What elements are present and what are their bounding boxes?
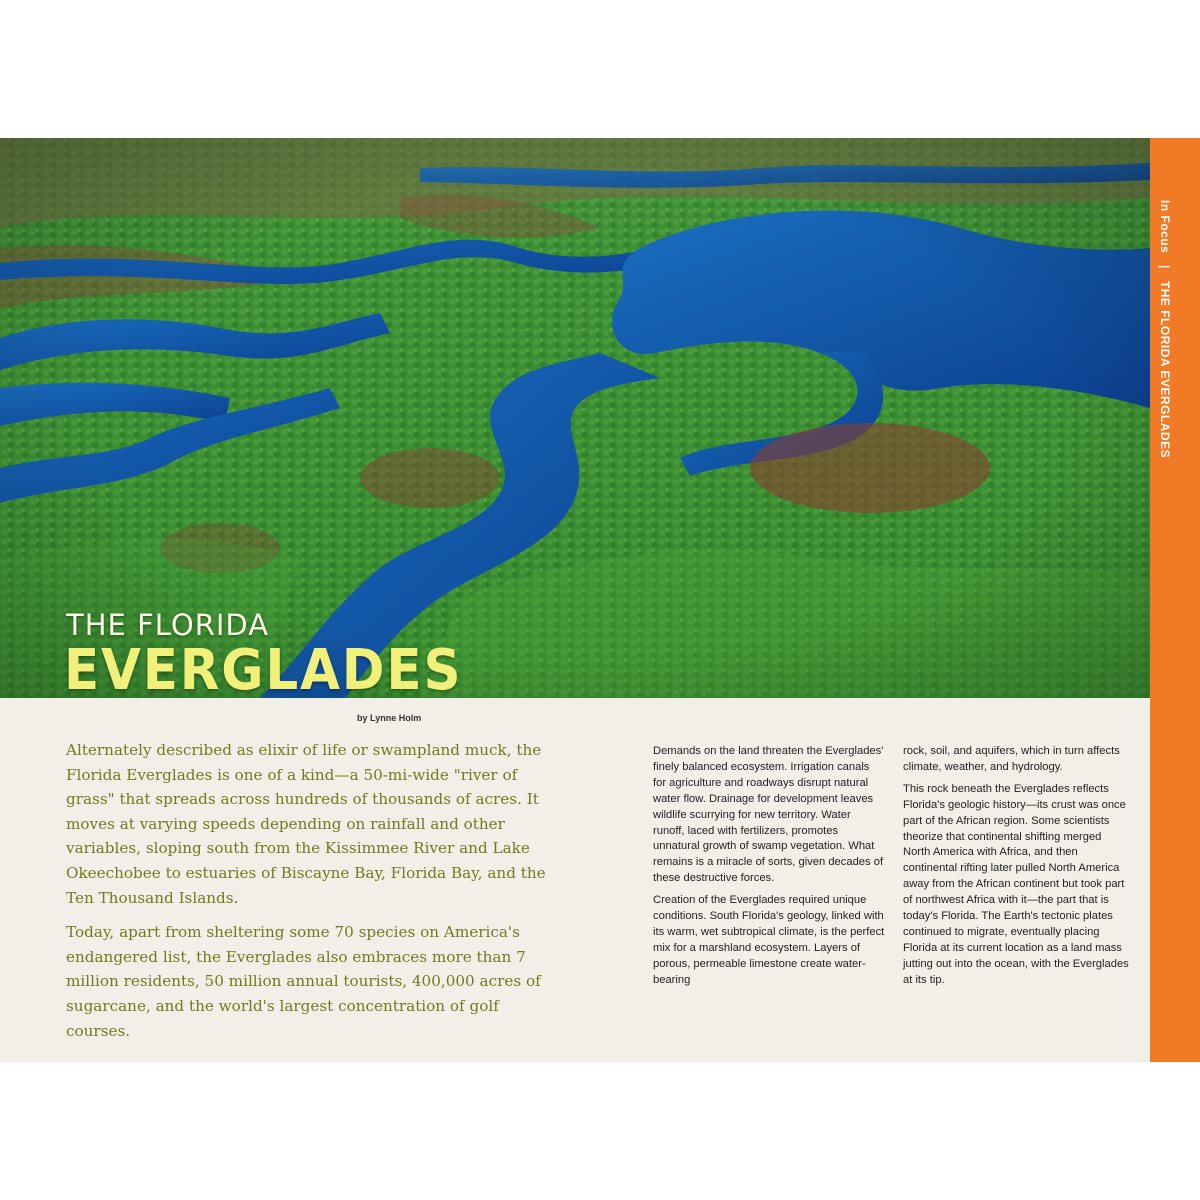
tab-section: In Focus — [1158, 200, 1172, 254]
section-tab-label — [1158, 200, 1172, 458]
body-paragraph: Creation of the Everglades required unique conditions. South Florida's geology, linked with its warm, wet subtropical climate, is the perfect mix for a marshland ecosystem. Layers of porous, permeable limestone create water-bearing — [653, 894, 885, 986]
intro-text — [66, 738, 566, 1053]
title-kicker: THE FLORIDA — [66, 608, 270, 642]
body-paragraph: rock, soil, and aquifers, which in turn affects climate, weather, and hydrology. — [903, 745, 1120, 773]
tab-topic: THE FLORIDA EVERGLADES — [1158, 280, 1172, 459]
intro-paragraph: Alternately described as elixir of life or swampland muck, the Florida Everglades is one of a kind—a 50-mi-wide "river of grass" that spreads across hundreds of thousands of acres. It moves at varying speeds depending on rainfall and other variables, sloping south from the Kissimmee River and Lake Okeechobee to estuaries of Biscayne Bay, Florida Bay, and the Ten Thousand Islands. — [66, 741, 546, 907]
body-column-2 — [903, 744, 1131, 995]
page-title: EVERGLADES — [64, 638, 463, 698]
body-paragraph: Demands on the land threaten the Everglades' finely balanced ecosystem. Irrigation canals for agriculture and roadways disrupt natural water flow. Drainage for development leaves wildlife scurrying for new territory. Water runoff, laced with fertilizers, promotes unnatural growth of swamp vegetation. What remains is a miracle of sorts, given decades of these destructive forces. — [653, 745, 884, 885]
body-paragraph: This rock beneath the Everglades reflects Florida's geologic history—its crust was once part of the African region. Some scientists theorize that continental shifting merged North America with Africa, and then continental rifting later pulled North America away from the African continent but took part of northwest Africa with it—the part that is today's Florida. The Earth's tectonic plates continued to migrate, eventually placing Florida at its current location as a land mass jutting out into the ocean, with the Everglades at its tip. — [903, 782, 1129, 986]
aerial-everglades-image — [0, 138, 1150, 698]
byline-prefix: by — [357, 713, 368, 723]
byline-author: Lynne Holm — [370, 713, 422, 723]
byline — [357, 713, 421, 723]
intro-paragraph: Today, apart from sheltering some 70 species on America's endangered list, the Everglades also embraces more than 7 million residents, 50 million annual tourists, 400,000 acres of sugarcane, and the world's largest concentration of golf courses. — [66, 923, 541, 1040]
magazine-spread — [0, 138, 1200, 1062]
tab-separator: | — [1158, 265, 1172, 270]
body-column-1 — [653, 744, 885, 995]
